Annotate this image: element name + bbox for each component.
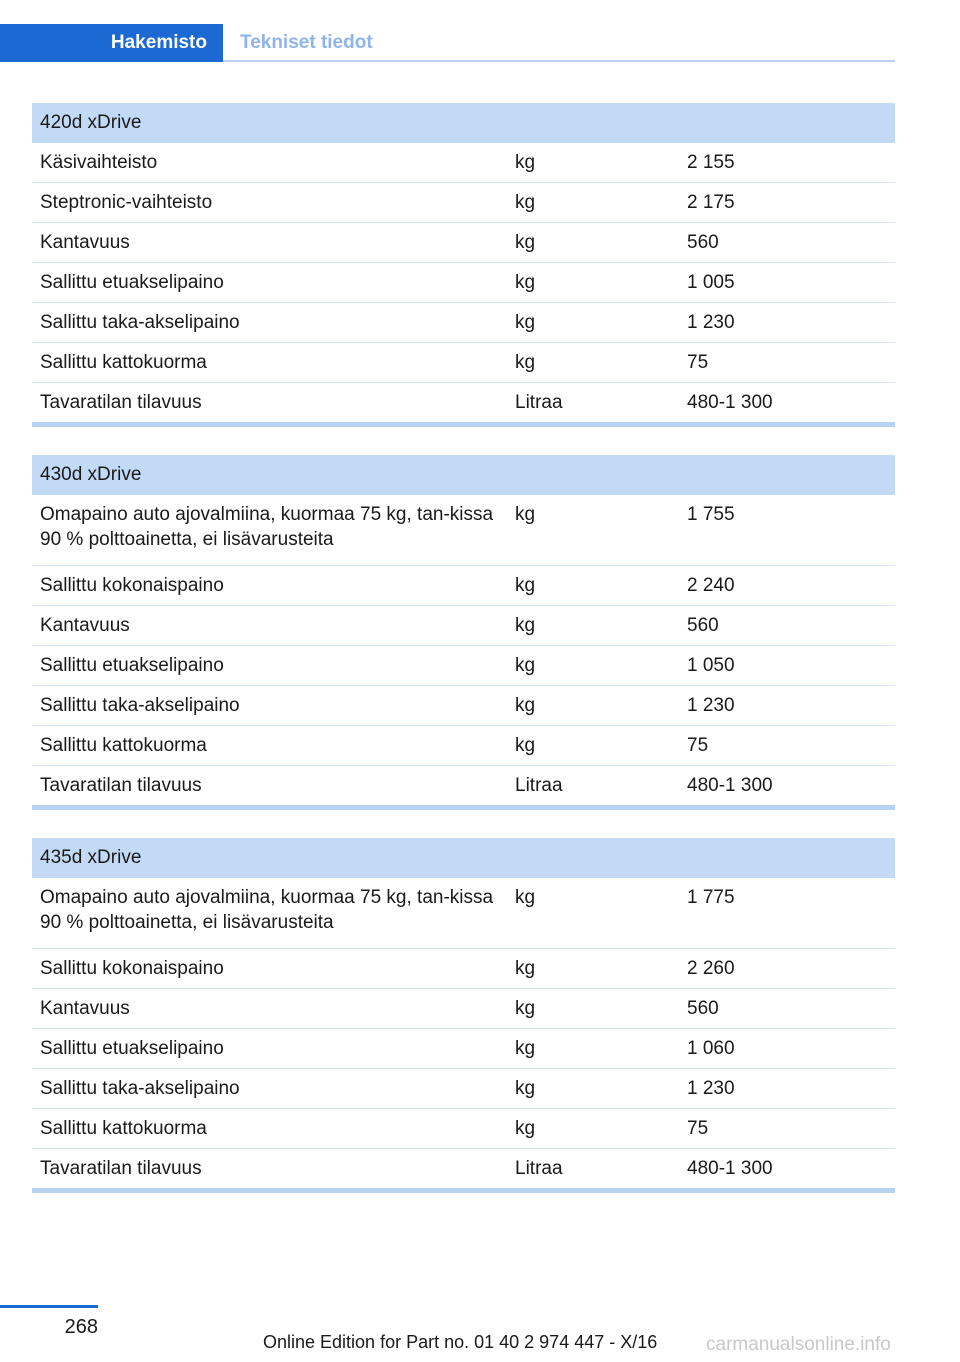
table-row [32, 182, 895, 222]
table-row [32, 605, 895, 645]
row-unit: kg [515, 615, 536, 636]
row-unit: kg [515, 152, 536, 173]
row-label: Sallittu etuakselipaino [40, 1038, 224, 1059]
footer-accent-line [0, 1305, 98, 1308]
row-value: 75 [687, 1118, 709, 1139]
header-divider [223, 60, 895, 62]
table-row [32, 1028, 895, 1068]
row-unit: kg [515, 735, 536, 756]
row-unit: kg [515, 575, 536, 596]
row-label: Tavaratilan tilavuus [40, 775, 202, 796]
row-label: Omapaino auto ajovalmiina, kuormaa 75 kg, tan-kissa 90 % polttoainetta, ei lisävarusteita [40, 504, 494, 550]
row-value: 2 240 [687, 575, 735, 596]
row-value: 2 155 [687, 152, 735, 173]
page-header [0, 24, 895, 62]
row-value: 2 175 [687, 192, 735, 213]
row-value: 560 [687, 615, 719, 636]
spec-table [32, 103, 895, 427]
spec-tables [32, 103, 895, 1221]
spec-table [32, 838, 895, 1193]
row-value: 560 [687, 232, 719, 253]
table-row [32, 725, 895, 765]
row-label: Sallittu kattokuorma [40, 735, 207, 756]
row-label: Steptronic-vaihteisto [40, 192, 213, 213]
table-row [32, 565, 895, 605]
row-value: 1 755 [687, 504, 735, 525]
tab-hakemisto[interactable]: Hakemisto [0, 24, 223, 62]
table-row [32, 765, 895, 805]
table-title: 420d xDrive [32, 103, 895, 143]
row-value: 75 [687, 352, 709, 373]
row-unit: kg [515, 1118, 536, 1139]
row-value: 560 [687, 998, 719, 1019]
row-unit: kg [515, 272, 536, 293]
row-label: Käsivaihteisto [40, 152, 158, 173]
row-unit: kg [515, 655, 536, 676]
tab-tekniset-tiedot[interactable]: Tekniset tiedot [240, 32, 373, 53]
table-row [32, 262, 895, 302]
row-label: Kantavuus [40, 232, 130, 253]
table-row [32, 143, 895, 182]
edition-text: Online Edition for Part no. 01 40 2 974 447 - X/16 [263, 1332, 658, 1352]
row-label: Tavaratilan tilavuus [40, 392, 202, 413]
row-unit: kg [515, 352, 536, 373]
table-row [32, 988, 895, 1028]
row-value: 1 230 [687, 312, 735, 333]
table-row [32, 222, 895, 262]
table-row [32, 342, 895, 382]
row-value: 1 005 [687, 272, 735, 293]
row-label: Kantavuus [40, 998, 130, 1019]
table-row [32, 1108, 895, 1148]
table-title: 435d xDrive [32, 838, 895, 878]
watermark: carmanualsonline.info [706, 1334, 891, 1355]
row-label: Sallittu etuakselipaino [40, 655, 224, 676]
table-title: 430d xDrive [32, 455, 895, 495]
row-value: 2 260 [687, 958, 735, 979]
row-value: 1 775 [687, 887, 735, 908]
row-value: 480-1 300 [687, 392, 773, 413]
table-row [32, 645, 895, 685]
row-value: 75 [687, 735, 709, 756]
row-unit: Litraa [515, 392, 563, 413]
row-value: 480-1 300 [687, 1158, 773, 1179]
row-unit: kg [515, 695, 536, 716]
row-unit: kg [515, 504, 536, 525]
row-unit: kg [515, 312, 536, 333]
row-label: Sallittu etuakselipaino [40, 272, 224, 293]
table-row [32, 382, 895, 422]
spec-table [32, 455, 895, 810]
row-unit: kg [515, 192, 536, 213]
row-label: Sallittu kattokuorma [40, 1118, 207, 1139]
table-row [32, 685, 895, 725]
row-label: Omapaino auto ajovalmiina, kuormaa 75 kg, tan-kissa 90 % polttoainetta, ei lisävarusteita [40, 887, 494, 933]
row-value: 1 230 [687, 1078, 735, 1099]
table-row [32, 878, 895, 948]
row-label: Sallittu kattokuorma [40, 352, 207, 373]
table-row [32, 495, 895, 565]
row-value: 480-1 300 [687, 775, 773, 796]
row-unit: Litraa [515, 1158, 563, 1179]
table-row [32, 302, 895, 342]
row-label: Tavaratilan tilavuus [40, 1158, 202, 1179]
table-row [32, 1068, 895, 1108]
row-unit: kg [515, 1038, 536, 1059]
row-label: Sallittu taka-akselipaino [40, 312, 240, 333]
row-label: Sallittu kokonaispaino [40, 575, 224, 596]
row-unit: Litraa [515, 775, 563, 796]
row-unit: kg [515, 998, 536, 1019]
row-unit: kg [515, 1078, 536, 1099]
row-label: Sallittu kokonaispaino [40, 958, 224, 979]
row-value: 1 050 [687, 655, 735, 676]
table-row [32, 948, 895, 988]
row-unit: kg [515, 958, 536, 979]
table-row [32, 1148, 895, 1188]
page-number: 268 [64, 1316, 98, 1338]
row-unit: kg [515, 232, 536, 253]
row-value: 1 060 [687, 1038, 735, 1059]
row-label: Kantavuus [40, 615, 130, 636]
row-label: Sallittu taka-akselipaino [40, 695, 240, 716]
row-value: 1 230 [687, 695, 735, 716]
row-unit: kg [515, 887, 536, 908]
row-label: Sallittu taka-akselipaino [40, 1078, 240, 1099]
